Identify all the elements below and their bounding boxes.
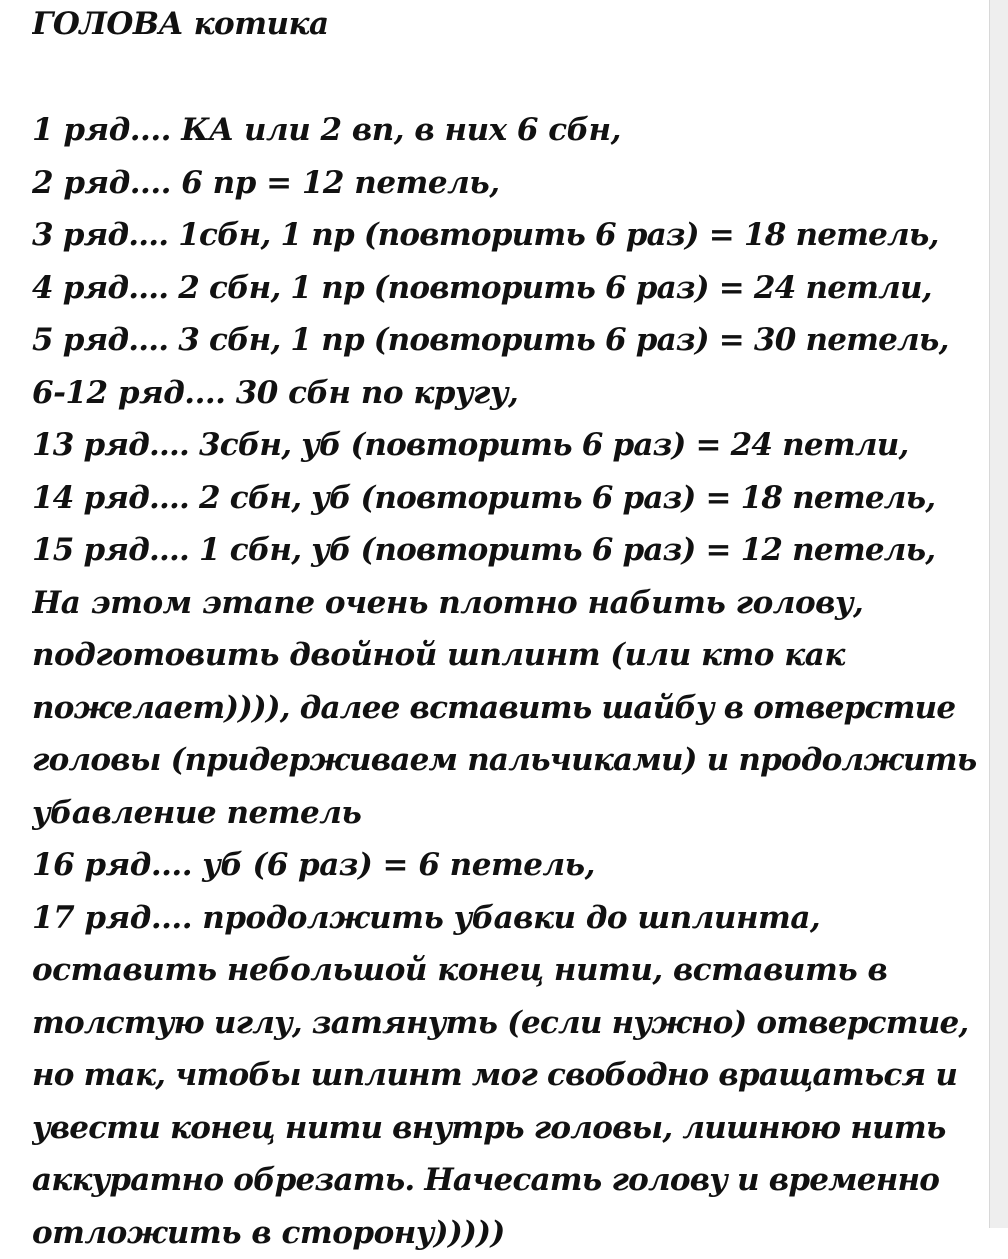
- text-line-row-14: 14 ряд.... 2 сбн, уб (повторить 6 раз) = 18 петель,: [32, 472, 982, 525]
- text-line-row-15: 15 ряд.... 1 сбн, уб (повторить 6 раз) = 12 петель,: [32, 524, 982, 577]
- text-line-insert-washer: пожелает)))), далее вставить шайбу в отверстие: [32, 682, 982, 735]
- text-line-prepare-pin: подготовить двойной шплинт (или кто как: [32, 629, 982, 682]
- text-line-set-aside: отложить в сторону))))): [32, 1207, 982, 1259]
- text-line-row-4: 4 ряд.... 2 сбн, 1 пр (повторить 6 раз) = 24 петли,: [32, 262, 982, 315]
- text-line-row-13: 13 ряд.... 3сбн, уб (повторить 6 раз) = 24 петли,: [32, 419, 982, 472]
- text-line-row-6-12: 6-12 ряд.... 30 сбн по кругу,: [32, 367, 982, 420]
- blank-line: [32, 52, 982, 104]
- text-line-pin-rotate: но так, чтобы шплинт мог свободно вращаться и: [32, 1049, 982, 1102]
- text-line-row-3: 3 ряд.... 1сбн, 1 пр (повторить 6 раз) = 18 петель,: [32, 209, 982, 262]
- text-line-row-16: 16 ряд.... уб (6 раз) = 6 петель,: [32, 839, 982, 892]
- text-line-tighten-hole: толстую иглу, затянуть (если нужно) отверстие,: [32, 997, 982, 1050]
- text-line-row-5: 5 ряд.... 3 сбн, 1 пр (повторить 6 раз) = 30 петель,: [32, 314, 982, 367]
- text-line-hide-tail: увести конец нити внутрь головы, лишнюю нить: [32, 1102, 982, 1155]
- right-edge-strip: [989, 0, 1008, 1228]
- text-line-hold-fingers: головы (придерживаем пальчиками) и продолжить: [32, 734, 982, 787]
- text-line-row-1: 1 ряд.... КА или 2 вп, в них 6 сбн,: [32, 104, 982, 157]
- text-line-leave-tail: оставить небольшой конец нити, вставить в: [32, 944, 982, 997]
- text-line-row-2: 2 ряд.... 6 пр = 12 петель,: [32, 157, 982, 210]
- document-text: [32, 0, 982, 1259]
- text-line-trim-brush: аккуратно обрезать. Начесать голову и временно: [32, 1154, 982, 1207]
- text-line-decrease-stitches: убавление петель: [32, 787, 982, 840]
- text-line-stuff-head: На этом этапе очень плотно набить голову,: [32, 577, 982, 630]
- text-line-row-17: 17 ряд.... продолжить убавки до шплинта,: [32, 892, 982, 945]
- document-title: ГОЛОВА котика: [32, 0, 982, 52]
